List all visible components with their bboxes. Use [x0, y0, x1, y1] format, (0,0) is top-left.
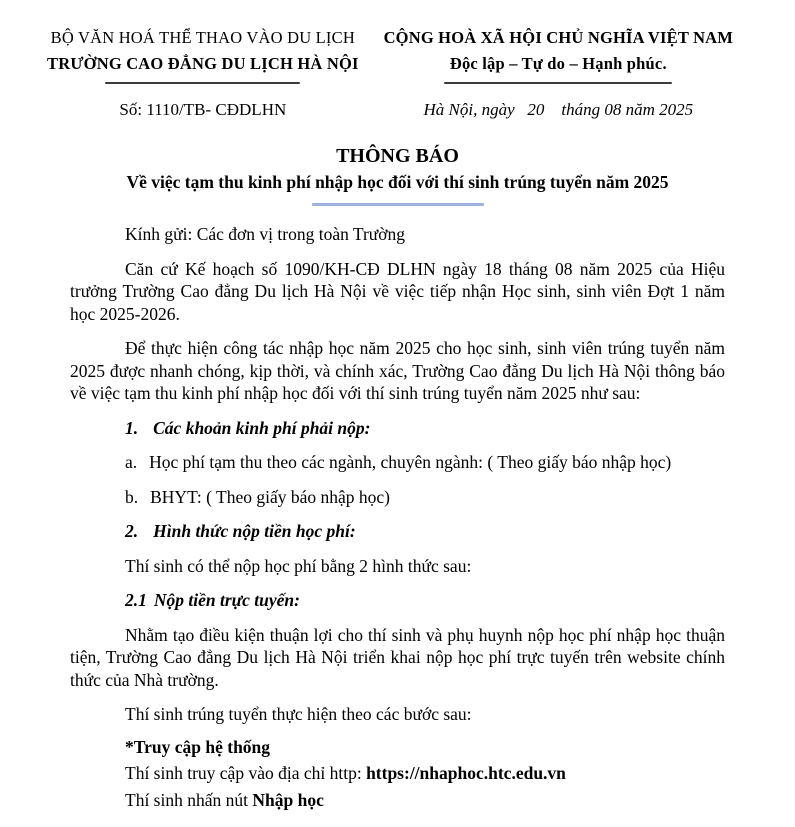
item-a-marker: a. [125, 452, 138, 472]
section-2-1-title: Nộp tiền trực tuyến: [153, 590, 300, 610]
enroll-button-label: Nhập học [252, 789, 324, 810]
document-number: Số: 1110/TB- CĐDLHN [119, 100, 287, 119]
title-divider [312, 203, 484, 206]
steps-intro-line: Thí sinh trúng tuyển thực hiện theo các bước sau: [125, 704, 472, 724]
document-title: THÔNG BÁO [336, 145, 459, 167]
issuing-agency-block [35, 25, 371, 122]
agency-underline [105, 82, 300, 84]
item-b-text: BHYT: ( Theo giấy báo nhập học) [150, 486, 390, 507]
document-subtitle: Về việc tạm thu kinh phí nhập học đối với thí sinh trúng tuyển năm 2025 [126, 172, 669, 192]
list-item-a [125, 451, 725, 474]
section-heading-2-1 [125, 589, 725, 612]
section-heading-2 [125, 520, 725, 543]
section-2-1-marker: 2.1 [125, 590, 147, 610]
item-a-text: Học phí tạm thu theo các ngành, chuyên ngành: ( Theo giấy báo nhập học) [149, 452, 672, 472]
title-block [70, 144, 725, 206]
step-button-line [125, 789, 725, 812]
national-motto-block [371, 25, 746, 122]
step-access-heading: *Truy cập hệ thống [125, 736, 271, 757]
paragraph-purpose: Để thực hiện công tác nhập học năm 2025 cho học sinh, sinh viên trúng tuyển năm 2025 được nhanh chóng, kịp thời, và chính xác, Trường Cao đẳng Du lịch Hà Nội thông báo về việc tạm thu kinh phí nhập học đối với thí sinh trúng tuyển năm 2025 như sau: [70, 338, 725, 403]
step-url-line [125, 762, 725, 785]
section-2-marker: 2. [125, 521, 139, 541]
document-body [70, 223, 725, 811]
national-motto: Độc lập – Tự do – Hạnh phúc. [449, 54, 667, 73]
button-line-prefix: Thí sinh nhấn nút [125, 789, 253, 810]
section-2-title: Hình thức nộp tiền học phí: [153, 521, 356, 541]
motto-underline [444, 82, 672, 84]
salutation-line: Kính gửi: Các đơn vị trong toàn Trường [125, 224, 406, 244]
section-1-title: Các khoản kinh phí phải nộp: [153, 417, 371, 438]
item-b-marker: b. [125, 486, 139, 507]
paragraph-legal-basis: Căn cứ Kế hoạch số 1090/KH-CĐ DLHN ngày 18 tháng 08 năm 2025 của Hiệu trưởng Trường Cao đẳng Du lịch Hà Nội về việc tiếp nhận Học sinh, sinh viên Đợt 1 năm học 2025-2026. [70, 258, 725, 324]
url-line-prefix: Thí sinh truy cập vào địa chỉ http: [125, 763, 367, 783]
agency-name: TRƯỜNG CAO ĐẲNG DU LỊCH HÀ NỘI [47, 54, 359, 73]
section-heading-1 [125, 417, 725, 440]
paragraph-online-payment: Nhằm tạo điều kiện thuận lợi cho thí sinh và phụ huynh nộp học phí nhập học thuận tiện, Trường Cao đẳng Du lịch Hà Nội triển khai nộp học phí trực tuyến trên website chính thức của Nhà trường. [70, 624, 725, 690]
enrollment-url-link[interactable]: https://nhaphoc.htc.edu.vn [366, 763, 566, 783]
payment-methods-intro: Thí sinh có thể nộp học phí bằng 2 hình thức sau: [125, 555, 472, 576]
place-date-line: Hà Nội, ngày 20 tháng 08 năm 2025 [423, 100, 694, 119]
national-header [35, 25, 746, 122]
agency-parent-name: BỘ VĂN HOÁ THỂ THAO VÀO DU LỊCH [50, 28, 355, 47]
list-item-b [125, 486, 725, 509]
national-title: CỘNG HOÀ XÃ HỘI CHỦ NGHĨA VIỆT NAM [383, 28, 734, 47]
section-1-marker: 1. [125, 417, 139, 438]
